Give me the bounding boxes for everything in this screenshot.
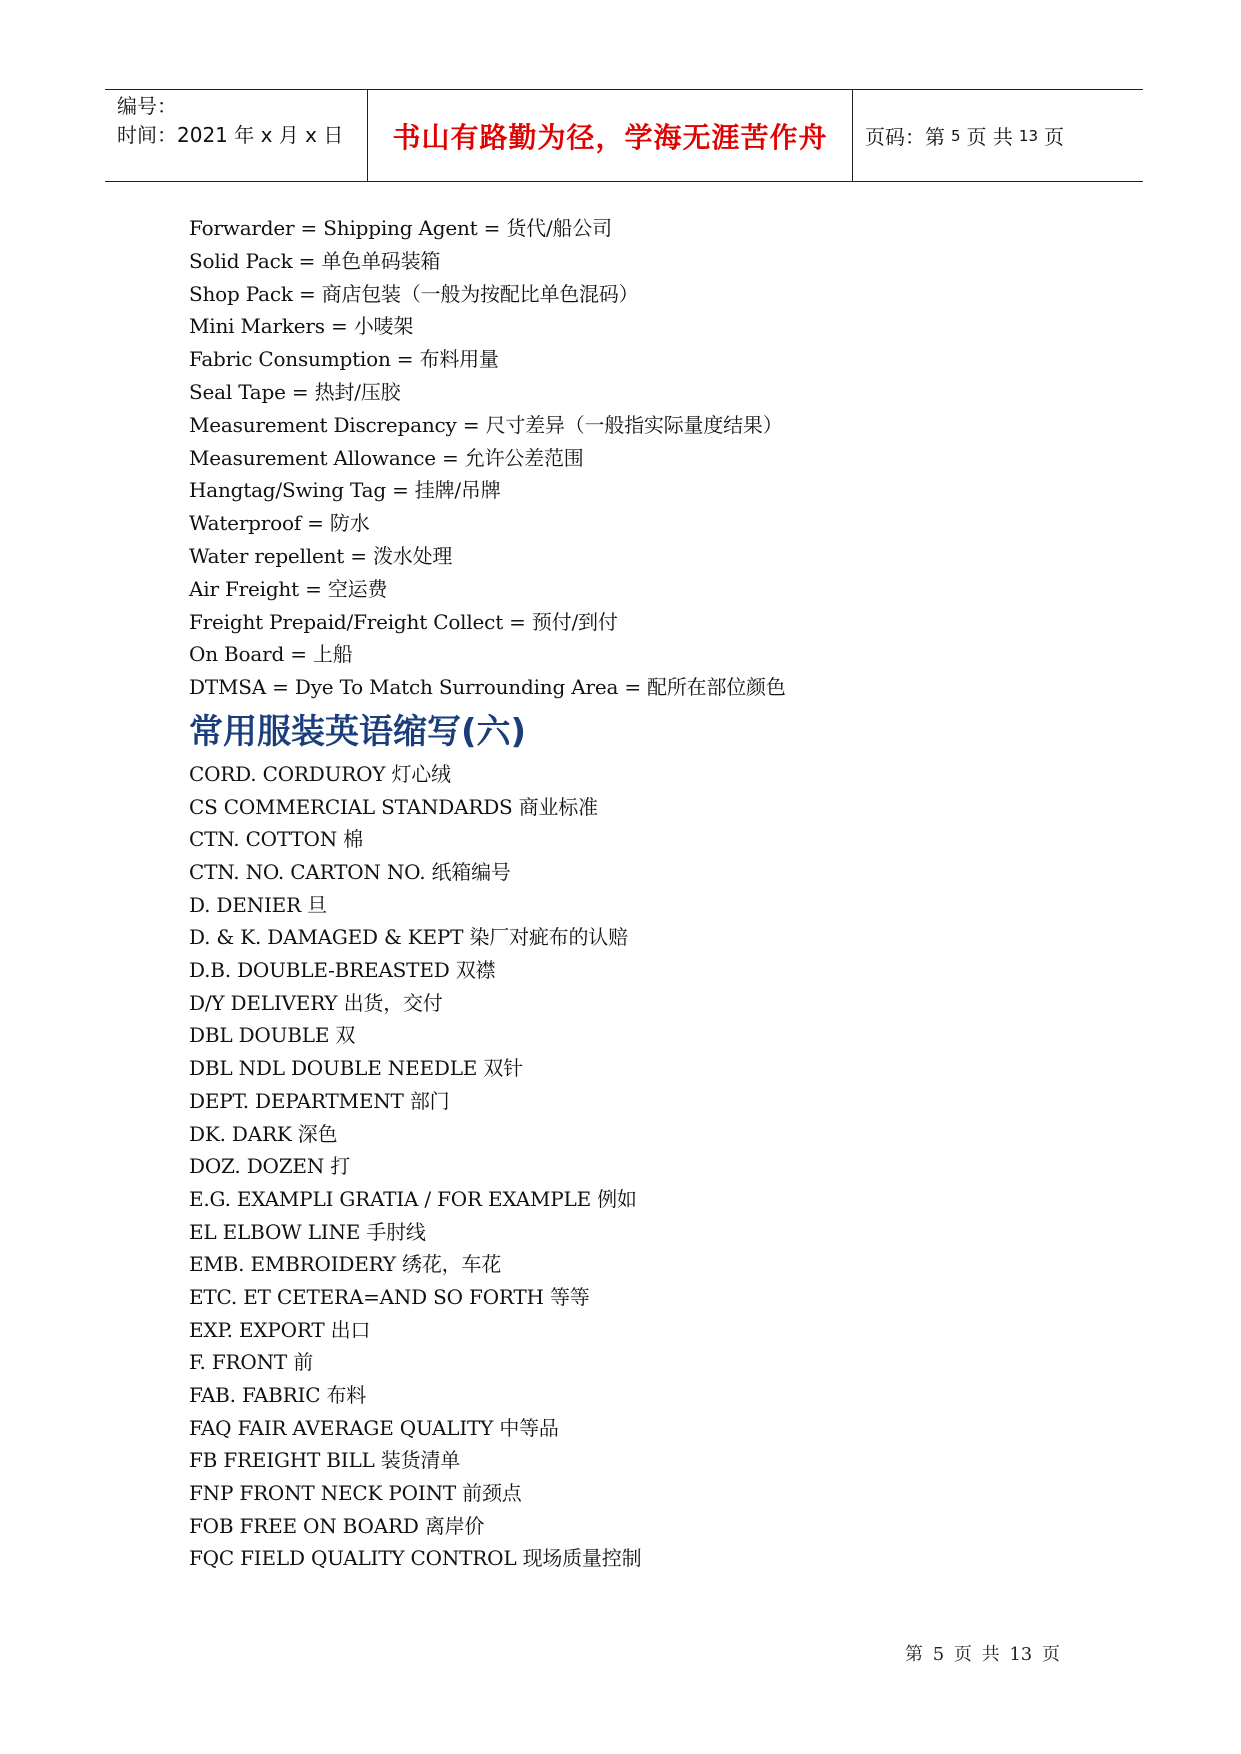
abbreviation-line: DBL NDL DOUBLE NEEDLE 双针 (189, 1056, 523, 1081)
header-motto-cell (368, 90, 853, 181)
page-suffix: 页 (1044, 125, 1064, 149)
abbreviation-line: FOB FREE ON BOARD 离岸价 (189, 1513, 485, 1538)
abbreviation-line: FAB. FABRIC 布料 (189, 1383, 367, 1408)
page-mid: 页 共 (966, 125, 1013, 149)
term-line: Waterproof = 防水 (189, 511, 370, 536)
abbreviation-line: DK. DARK 深色 (189, 1121, 338, 1146)
term-line: Water repellent = 泼水处理 (189, 543, 453, 568)
term-line: Fabric Consumption = 布料用量 (189, 347, 499, 372)
term-line: Forwarder = Shipping Agent = 货代/船公司 (189, 216, 612, 240)
header-motto: 书山有路勤为径，学海无涯苦作舟 (392, 120, 828, 154)
term-line: Shop Pack = 商店包装（一般为按配比单色混码） (189, 281, 639, 306)
abbreviation-line: E.G. EXAMPLI GRATIA / FOR EXAMPLE 例如 (189, 1186, 637, 1211)
document-number-label: 编号： (117, 94, 177, 118)
term-line: Mini Markers = 小唛架 (189, 314, 414, 339)
abbreviation-line: CTN. COTTON 棉 (189, 827, 363, 852)
header-page-cell (853, 90, 1143, 181)
abbreviation-line: D.B. DOUBLE-BREASTED 双襟 (189, 958, 496, 983)
term-line: Measurement Allowance = 允许公差范围 (189, 445, 584, 470)
term-line: Air Freight = 空运费 (189, 576, 388, 601)
term-line: On Board = 上船 (189, 642, 353, 667)
term-line: Measurement Discrepancy = 尺寸差异（一般指实际量度结果） (189, 412, 783, 437)
abbreviation-line: FB FREIGHT BILL 装货清单 (189, 1448, 460, 1473)
abbreviation-line: D. & K. DAMAGED & KEPT 染厂对疵布的认赔 (189, 925, 628, 950)
document-date-label: 时间：2021 年 x 月 x 日 (117, 123, 344, 147)
abbreviation-line: DOZ. DOZEN 打 (189, 1154, 351, 1179)
terms-list (189, 212, 1149, 704)
abbreviation-line: FQC FIELD QUALITY CONTROL 现场质量控制 (189, 1546, 642, 1571)
page-total: 13 (1018, 126, 1038, 145)
header-info-cell (105, 90, 368, 181)
abbreviation-line: F. FRONT 前 (189, 1350, 314, 1375)
abbreviation-line: CS COMMERCIAL STANDARDS 商业标准 (189, 794, 598, 819)
main-content (189, 212, 1149, 1575)
page-footer: 第 5 页 共 13 页 (905, 1644, 1060, 1665)
abbreviation-line: CORD. CORDUROY 灯心绒 (189, 761, 451, 786)
term-line: Solid Pack = 单色单码装箱 (189, 248, 441, 273)
page-prefix: 页码：第 (865, 125, 945, 149)
term-line: Freight Prepaid/Freight Collect = 预付/到付 (189, 609, 618, 634)
abbreviation-line: D/Y DELIVERY 出货，交付 (189, 990, 443, 1015)
page-current: 5 (951, 126, 961, 145)
abbreviation-line: DBL DOUBLE 双 (189, 1023, 356, 1048)
abbreviation-line: EXP. EXPORT 出口 (189, 1317, 371, 1342)
abbreviation-line: D. DENIER 旦 (189, 892, 327, 917)
abbreviation-line: FNP FRONT NECK POINT 前颈点 (189, 1481, 522, 1506)
term-line: DTMSA = Dye To Match Surrounding Area = 配所在部位颜色 (189, 675, 786, 700)
abbreviation-line: CTN. NO. CARTON NO. 纸箱编号 (189, 860, 511, 885)
abbreviation-line: FAQ FAIR AVERAGE QUALITY 中等品 (189, 1415, 559, 1440)
abbreviation-list (189, 758, 1149, 1575)
abbreviation-line: EL ELBOW LINE 手肘线 (189, 1219, 426, 1244)
term-line: Seal Tape = 热封/压胶 (189, 379, 401, 404)
abbreviation-line: EMB. EMBROIDERY 绣花，车花 (189, 1252, 502, 1277)
section-heading: 常用服装英语缩写(六) (189, 711, 527, 752)
term-line: Hangtag/Swing Tag = 挂牌/吊牌 (189, 478, 501, 503)
abbreviation-line: DEPT. DEPARTMENT 部门 (189, 1088, 450, 1113)
page-header (105, 89, 1143, 182)
abbreviation-line: ETC. ET CETERA=AND SO FORTH 等等 (189, 1284, 590, 1309)
